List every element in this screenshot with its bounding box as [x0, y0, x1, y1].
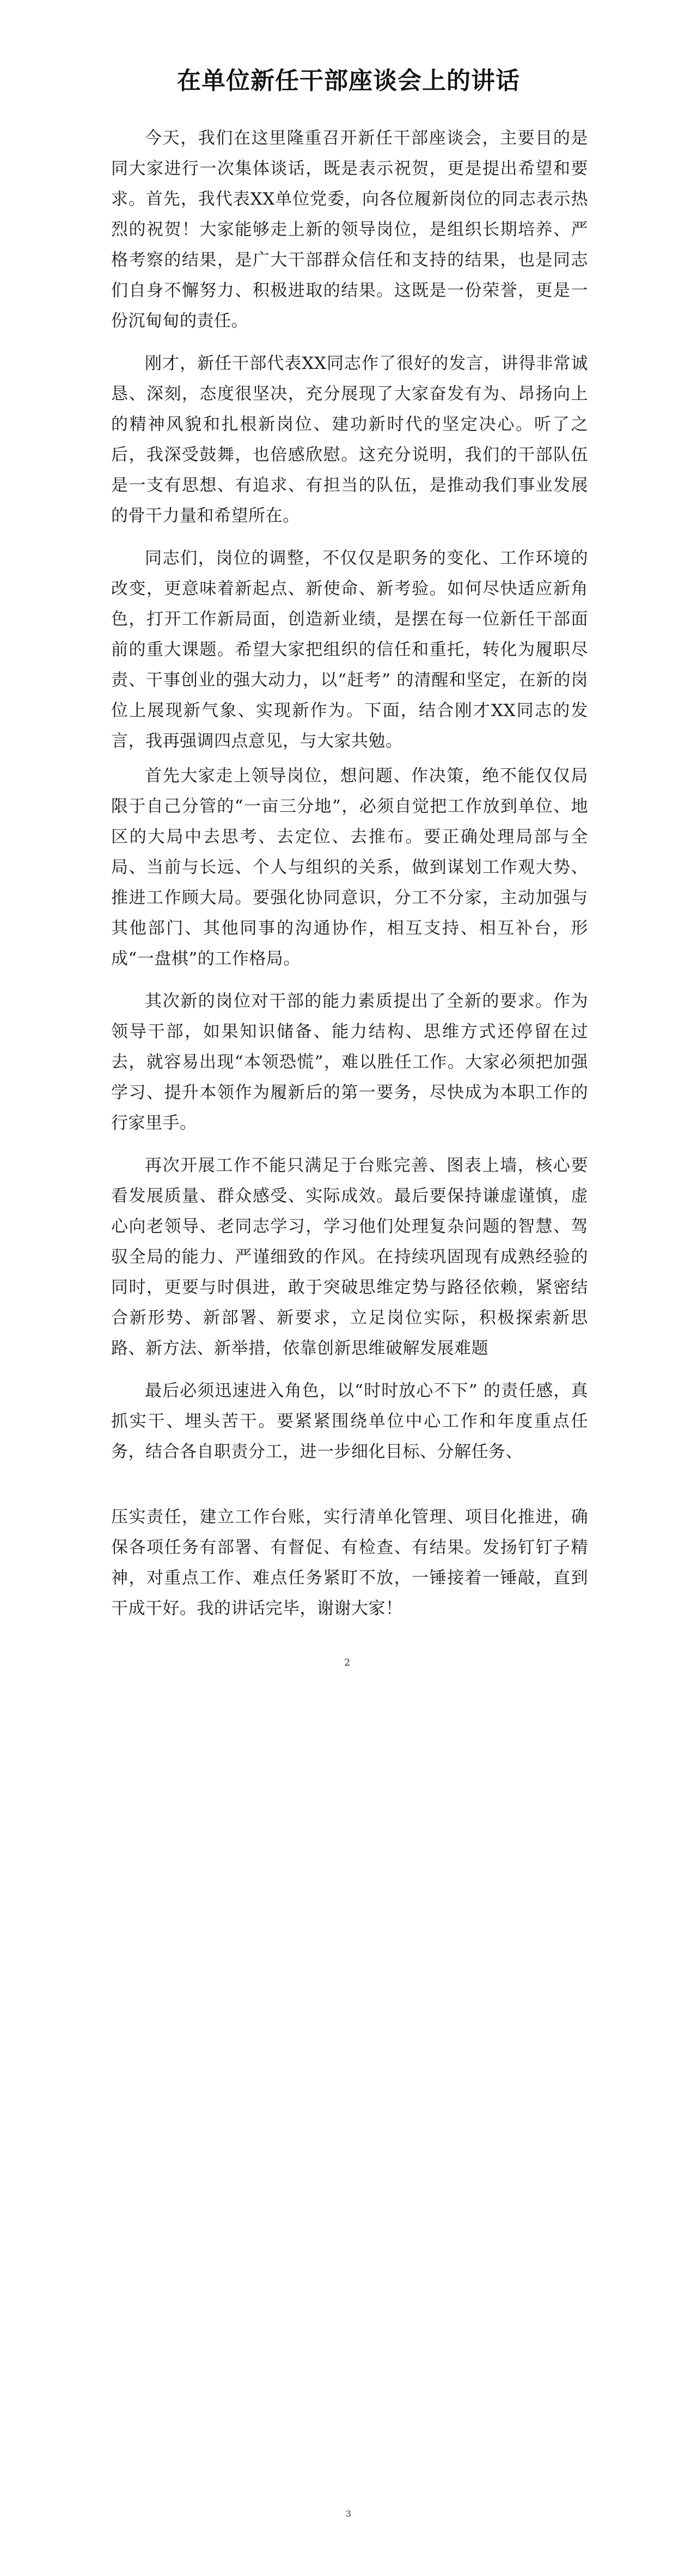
- paragraph-5: 其次新的岗位对干部的能力素质提出了全新的要求。作为领导干部，如果知识储备、能力结构、思维方式还停留在过去，就容易出现“本领恐慌”，难以胜任工作。大家必须把加强学习、提升本领作为履新后的第一要务，尽快成为本职工作的行家里手。: [111, 991, 588, 1133]
- document-body: [111, 123, 588, 1636]
- page-number: 3: [345, 2509, 352, 2519]
- paragraph-7: 最后必须迅速进入角色，以“时时放心不下” 的责任感，真抓实干、埋头苦干。要紧紧围绕单位中心工作和年度重点任务，结合各自职责分工，进一步细化目标、分解任务、: [111, 1381, 588, 1462]
- paragraph-3: 同志们，岗位的调整，不仅仅是职务的变化、工作环境的改变，更意味着新起点、新使命、新考验。如何尽快适应新角色，打开工作新局面，创造新业绩，是摆在每一位新任干部面前的重大课题。希望大家把组织的信任和重托，转化为履职尽责、干事创业的强大动力，以“赶考” 的清醒和坚定，在新的岗位上展现新气象、实现新作为。下面，结合刚才XX同志的发言，我再强调四点意见，与大家共勉。: [111, 549, 588, 751]
- paragraph-1: 今天，我们在这里隆重召开新任干部座谈会，主要目的是同大家进行一次集体谈话，既是表示祝贺，更是提出希望和要求。首先，我代表XX单位党委，向各位履新岗位的同志表示热烈的祝贺！大家能够走上新的领导岗位，是组织长期培养、严格考察的结果，是广大干部群众信任和支持的结果，也是同志们自身不懈努力、积极进取的结果。这既是一份荣誉，更是一份沉甸甸的责任。: [111, 128, 588, 331]
- page-break-gap: [111, 1479, 588, 1502]
- paragraph-2: 刚才，新任干部代表XX同志作了很好的发言，讲得非常诚恳、深刻，态度很坚决，充分展现了大家奋发有为、昂扬向上的精神风貌和扎根新岗位、建功新时代的坚定决心。听了之后，我深受鼓舞，也倍感欣慰。这充分说明，我们的干部队伍是一支有思想、有追求、有担当的队伍，是推动我们事业发展的骨干力量和希望所在。: [111, 354, 588, 526]
- paragraph-8: 压实责任，建立工作台账，实行清单化管理、项目化推进，确保各项任务有部署、有督促、有检查、有结果。发扬钉钉子精神，对重点工作、难点任务紧盯不放，一锤接着一锤敲，直到干成干好。我的讲话完毕，谢谢大家！: [111, 1507, 588, 1618]
- inline-page-marker: 2: [344, 1657, 351, 1668]
- document-title: 在单位新任干部座谈会上的讲话: [177, 67, 520, 95]
- paragraph-6: 再次开展工作不能只满足于台账完善、图表上墙，核心要看发展质量、群众感受、实际成效。最后要保持谦虚谨慎，虚心向老领导、老同志学习，学习他们处理复杂问题的智慧、驾驭全局的能力、严谨细致的作风。在持续巩固现有成熟经验的同时，更要与时俱进，敢于突破思维定势与路径依赖，紧密结合新形势、新部署、新要求，立足岗位实际，积极探索新思路、新方法、新举措，依靠创新思维破解发展难题: [111, 1156, 588, 1358]
- paragraph-4: 首先大家走上领导岗位，想问题、作决策，绝不能仅仅局限于自己分管的“一亩三分地”，必须自觉把工作放到单位、地区的大局中去思考、去定位、去推布。要正确处理局部与全局、当前与长远、个人与组织的关系，做到谋划工作观大势、推进工作顾大局。要强化协同意识，分工不分家，主动加强与其他部门、其他同事的沟通协作，相互支持、相互补台，形成“一盘棋”的工作格局。: [111, 766, 588, 969]
